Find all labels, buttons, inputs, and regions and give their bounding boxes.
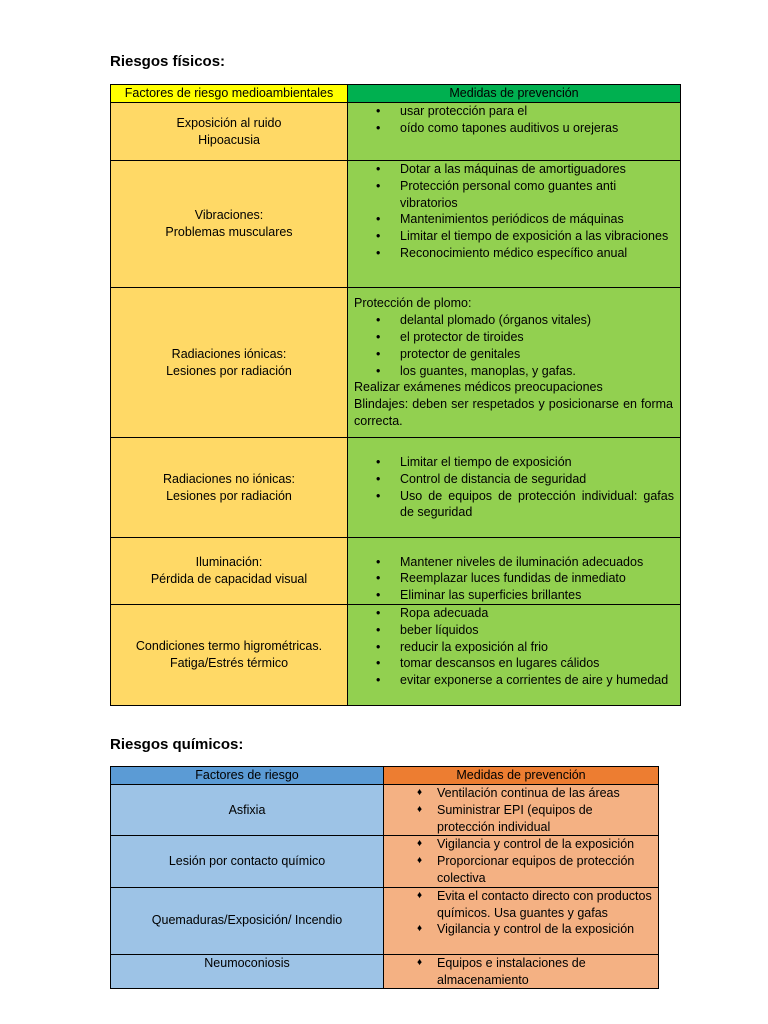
- measures-cell: [384, 836, 659, 887]
- chemical-risks-table: [110, 766, 659, 989]
- factor-name: Lesión por contacto químico: [168, 854, 326, 869]
- factor-effect: Lesiones por radiación: [166, 363, 292, 378]
- list-item: • beber líquidos: [376, 622, 479, 637]
- bullet-icon: •: [376, 639, 381, 654]
- table-row: [111, 605, 681, 706]
- list-item: • Protección personal como guantes anti vibratorios: [376, 178, 617, 210]
- list-item: • Control de distancia de seguridad: [376, 471, 587, 486]
- diamond-bullet-icon: ♦: [417, 787, 423, 798]
- bullet-icon: •: [376, 329, 381, 344]
- list-item: • reducir la exposición al frio: [376, 639, 548, 654]
- table-row: [111, 887, 659, 954]
- bullet-icon: •: [376, 346, 381, 361]
- bullet-icon: •: [376, 454, 381, 469]
- list-item: • el protector de tiroides: [376, 329, 524, 344]
- list-item: • Mantenimientos periódicos de máquinas: [376, 212, 624, 227]
- risk-factor-cell: [111, 438, 348, 538]
- measures-cell: [348, 538, 681, 605]
- measures-list: [348, 161, 680, 262]
- diamond-bullet-icon: ♦: [417, 923, 423, 935]
- factor-effect: Pérdida de capacidad visual: [150, 572, 308, 586]
- measures-cell: [384, 887, 659, 954]
- measures-list: [384, 955, 658, 989]
- list-item: ♦ Vigilancia y control de la exposición: [417, 837, 635, 852]
- list-item: • Mantener niveles de iluminación adecuados: [376, 554, 644, 569]
- list-item: • Limitar el tiempo de exposición: [376, 454, 572, 469]
- measures-list: [348, 312, 680, 379]
- factor-name: Radiaciones no iónicas:: [162, 471, 296, 486]
- risk-factor-cell: [111, 785, 384, 836]
- bullet-icon: •: [376, 588, 381, 603]
- factor-effect: Fatiga/Estrés térmico: [169, 656, 289, 670]
- risk-factor-cell: [111, 605, 348, 706]
- factor-name: Exposición al ruido: [176, 115, 282, 130]
- list-item: ♦ Evita el contacto directo con productos químicos. Usa guantes y gafas: [417, 888, 652, 920]
- measures-cell: [348, 161, 681, 288]
- risk-factor-cell: [111, 288, 348, 438]
- list-item: • Limitar el tiempo de exposición a las vibraciones: [376, 229, 669, 244]
- table-row: [111, 538, 681, 605]
- table-row: [111, 161, 681, 288]
- bullet-icon: •: [376, 363, 381, 378]
- list-item: • Eliminar las superficies brillantes: [376, 588, 582, 603]
- measures-list: [348, 454, 680, 521]
- risk-factor-cell: [111, 103, 348, 161]
- list-item: ♦ Ventilación continua de las áreas: [417, 786, 620, 800]
- header-factor: Factores de riesgo: [111, 767, 384, 785]
- bullet-icon: •: [376, 571, 381, 586]
- list-item: • delantal plomado (órganos vitales): [376, 313, 592, 328]
- measures-list: [384, 785, 658, 835]
- factor-name: Vibraciones:: [194, 208, 264, 223]
- table-row: [111, 288, 681, 438]
- bullet-icon: •: [376, 656, 381, 671]
- diamond-bullet-icon: ♦: [417, 838, 423, 850]
- measures-note: Realizar exámenes médicos preocupaciones: [354, 380, 603, 395]
- list-item: • evitar exponerse a corrientes de aire y humedad: [376, 673, 669, 688]
- list-item: • Uso de equipos de protección individual: gafas de seguridad: [376, 488, 674, 520]
- list-item: ♦ Proporcionar equipos de protección colectiva: [417, 854, 635, 885]
- bullet-icon: •: [376, 313, 381, 328]
- measures-cell: [348, 103, 681, 161]
- bullet-icon: •: [376, 212, 381, 227]
- table-row: [111, 836, 659, 887]
- header-measures: Medidas de prevención: [384, 767, 659, 785]
- bullet-icon: •: [376, 178, 381, 193]
- factor-name: Iluminación:: [195, 555, 263, 570]
- factor-effect: Lesiones por radiación: [166, 488, 292, 503]
- physical-risks-table: [110, 84, 681, 706]
- table-header-row: [111, 85, 681, 103]
- measures-cell: [384, 954, 659, 989]
- measures-note: Blindajes: deben ser respetados y posicionarse en forma correcta.: [354, 397, 673, 428]
- list-item: • Dotar a las máquinas de amortiguadores: [376, 162, 626, 176]
- factor-name: Quemaduras/Exposición/ Incendio: [151, 913, 343, 928]
- factor-name: Asfixia: [228, 802, 266, 817]
- diamond-bullet-icon: ♦: [417, 956, 423, 968]
- list-item: • protector de genitales: [376, 346, 521, 361]
- bullet-icon: •: [376, 471, 381, 486]
- header-measures: Medidas de prevención: [348, 85, 681, 103]
- risk-factor-cell: [111, 887, 384, 954]
- bullet-icon: •: [376, 229, 381, 244]
- factor-name: Radiaciones iónicas:: [171, 346, 287, 361]
- risk-factor-cell: [111, 836, 384, 887]
- list-item: • oído como tapones auditivos u orejeras: [376, 120, 619, 135]
- diamond-bullet-icon: ♦: [417, 855, 423, 867]
- diamond-bullet-icon: ♦: [417, 889, 423, 901]
- factor-effect: Hipoacusia: [198, 132, 260, 147]
- measures-cell: [348, 288, 681, 438]
- measures-list: [384, 888, 658, 938]
- physical-risks-heading: Riesgos físicos:: [110, 53, 226, 70]
- bullet-icon: •: [376, 673, 381, 688]
- measures-list: [348, 103, 680, 137]
- table-row: [111, 954, 659, 989]
- list-item: • tomar descansos en lugares cálidos: [376, 656, 600, 671]
- diamond-bullet-icon: ♦: [417, 803, 423, 815]
- bullet-icon: •: [376, 606, 381, 620]
- list-item: ♦ Vigilancia y control de la exposición: [417, 922, 635, 937]
- measures-cell: [384, 785, 659, 836]
- bullet-icon: •: [376, 104, 381, 118]
- bullet-icon: •: [376, 120, 381, 135]
- list-item: • usar protección para el: [376, 104, 528, 118]
- table-row: [111, 103, 681, 161]
- factor-name: Condiciones termo higrométricas.: [135, 639, 323, 654]
- bullet-icon: •: [376, 622, 381, 637]
- measures-cell: [348, 438, 681, 538]
- factor-name: Neumoconiosis: [204, 955, 290, 970]
- risk-factor-cell: [111, 538, 348, 605]
- list-item: ♦ Suministrar EPI (equipos de protección individual: [417, 802, 593, 834]
- measures-intro: Protección de plomo:: [354, 296, 472, 311]
- bullet-icon: •: [376, 488, 381, 503]
- chemical-risks-heading: Riesgos químicos:: [110, 736, 244, 753]
- bullet-icon: •: [376, 245, 381, 260]
- list-item: ♦ Equipos e instalaciones de almacenamiento: [417, 955, 586, 987]
- risk-factor-cell: [111, 161, 348, 288]
- table-row: [111, 785, 659, 836]
- list-item: • Ropa adecuada: [376, 606, 489, 620]
- table-header-row: [111, 767, 659, 785]
- risk-factor-cell: [111, 954, 384, 989]
- factor-effect: Problemas musculares: [165, 225, 293, 239]
- table-row: [111, 438, 681, 538]
- list-item: • Reemplazar luces fundidas de inmediato: [376, 571, 626, 586]
- list-item: • Reconocimiento médico específico anual: [376, 245, 628, 260]
- measures-list: [384, 836, 658, 886]
- measures-list: [348, 605, 680, 689]
- measures-list: [348, 554, 680, 604]
- list-item: • los guantes, manoplas, y gafas.: [376, 363, 576, 378]
- bullet-icon: •: [376, 162, 381, 176]
- measures-cell: [348, 605, 681, 706]
- header-factor: Factores de riesgo medioambientales: [111, 85, 348, 103]
- bullet-icon: •: [376, 554, 381, 569]
